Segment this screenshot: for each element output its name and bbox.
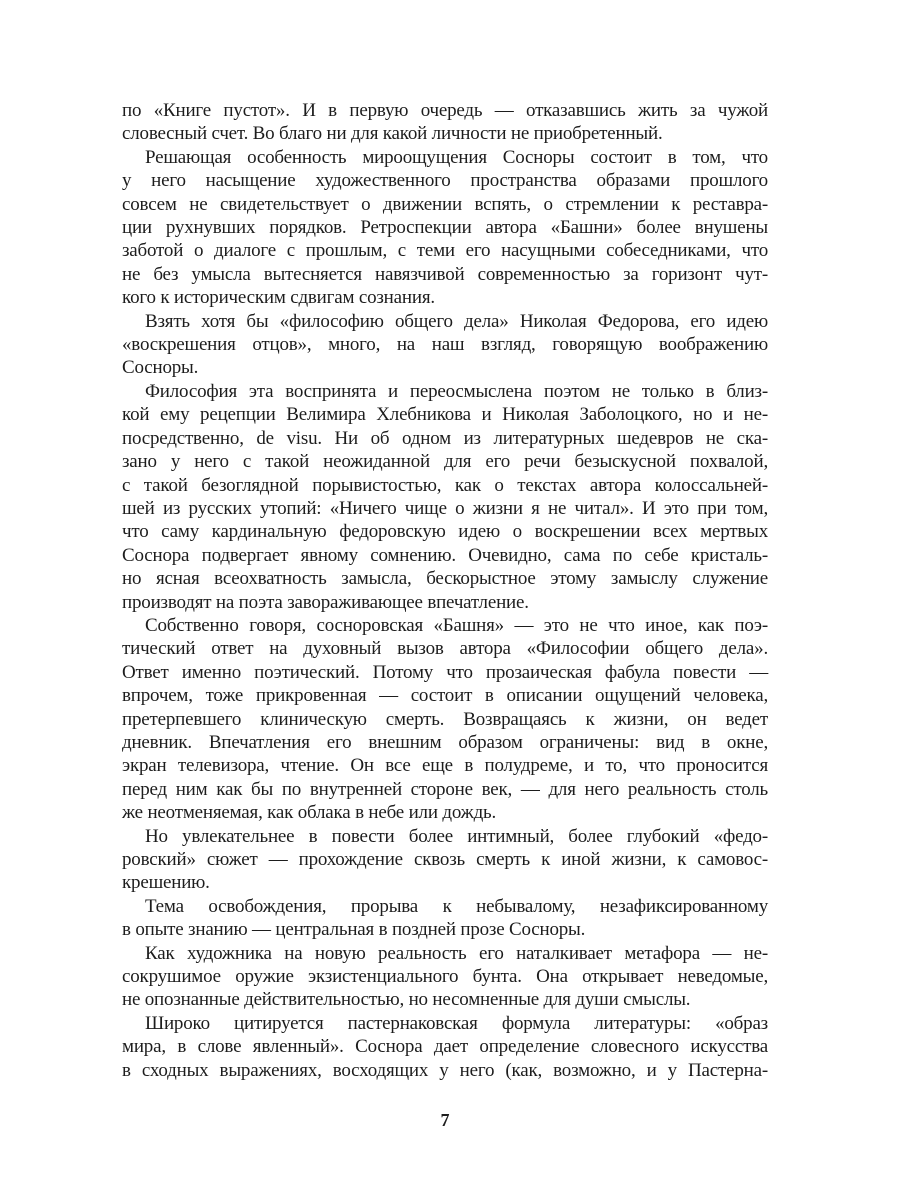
text-line: Широко цитируется пастернаковская формула литературы: «образ <box>145 1012 768 1034</box>
text-line: перед ним как бы по внутренней стороне век, — для него реальность столь <box>122 778 768 800</box>
paragraph <box>122 99 768 146</box>
text-line: впрочем, тоже прикровенная — состоит в описании ощущений человека, <box>122 685 768 707</box>
text-line: «воскрешения отцов», много, на наш взгляд, говорящую воображению <box>122 334 768 356</box>
text-line: Философия эта воспринята и переосмыслена поэтом не только в близ- <box>145 380 768 402</box>
text-line: шей из русских утопий: «Ничего чище о жизни я не читал». И это при том, <box>122 497 768 519</box>
text-line: производят на поэта завораживающее впечатление. <box>122 591 529 613</box>
text-line: кого к историческим сдвигам сознания. <box>122 287 435 309</box>
text-line: кой ему рецепции Велимира Хлебникова и Николая Заболоцкого, но и не- <box>122 404 768 426</box>
text-line: претерпевшего клиническую смерть. Возвращаясь к жизни, он ведет <box>122 708 768 730</box>
paragraph <box>122 310 768 380</box>
text-line: крешению. <box>122 872 210 894</box>
paragraph <box>122 614 768 825</box>
page-number: 7 <box>440 1110 450 1130</box>
text-line: Ответ именно поэтический. Потому что прозаическая фабула повести — <box>122 661 768 683</box>
text-line: заботой о диалоге с прошлым, с теми его насущными собеседниками, что <box>122 240 768 262</box>
text-line: словесный счет. Во благо ни для какой личности не приобретенный. <box>122 123 663 145</box>
text-line: Сосноры. <box>122 357 199 379</box>
text-line: но ясная всеохватность замысла, бескорыстное этому замыслу служение <box>122 568 768 590</box>
text-line: Собственно говоря, сосноровская «Башня» — это не что иное, как поэ- <box>145 614 768 636</box>
text-line: же неотменяемая, как облака в небе или дождь. <box>122 802 497 824</box>
text-line: не без умысла вытесняется навязчивой современностью за горизонт чут- <box>122 263 768 285</box>
text-line: в сходных выражениях, восходящих у него (как, возможно, и у Пастерна- <box>122 1059 768 1081</box>
text-line: зано у него с такой неожиданной для его речи безыскусной похвалой, <box>122 451 768 473</box>
paragraph <box>122 1012 768 1082</box>
text-line: дневник. Впечатления его внешним образом ограничены: вид в окне, <box>122 731 768 753</box>
paragraph <box>122 895 768 942</box>
text-line: у него насыщение художественного пространства образами прошлого <box>122 170 768 192</box>
paragraph <box>122 146 768 310</box>
text-line: в опыте знанию — центральная в поздней прозе Сосноры. <box>122 919 586 941</box>
paragraph <box>122 380 768 614</box>
text-line: Соснора подвергает явному сомнению. Очевидно, сама по себе кристаль- <box>122 544 768 566</box>
text-line: совсем не свидетельствует о движении вспять, о стремлении к реставра- <box>122 193 768 215</box>
text-line: мира, в слове явленный». Соснора дает определение словесного искусства <box>122 1036 768 1058</box>
text-line: ровский» сюжет — прохождение сквозь смерть к иной жизни, к самовос- <box>122 849 768 870</box>
text-line: по «Книге пустот». И в первую очередь — отказавшись жить за чужой <box>122 100 768 121</box>
text-line: с такой безоглядной порывистостью, как о текстах автора колоссальней- <box>122 474 768 496</box>
text-line: ции рухнувших порядков. Ретроспекции автора «Башни» более внушены <box>122 217 768 239</box>
text-line: тический ответ на духовный вызов автора «Философии общего дела». <box>122 638 768 660</box>
text-line: Взять хотя бы «философию общего дела» Николая Федорова, его идею <box>145 310 768 332</box>
text-line: Решающая особенность мироощущения Сосноры состоит в том, что <box>145 146 768 168</box>
text-line: что саму кардинальную федоровскую идею о воскрешении всех мертвых <box>122 521 768 543</box>
paragraph <box>122 942 768 1012</box>
text-line: Тема освобождения, прорыва к небывалому, незафиксированному <box>145 895 768 917</box>
text-line: сокрушимое оружие экзистенциального бунта. Она открывает неведомые, <box>122 966 768 988</box>
text-line: экран телевизора, чтение. Он все еще в полудреме, и то, что проносится <box>122 755 768 777</box>
text-line: не опознанные действительностью, но несомненные для души смыслы. <box>122 989 691 1011</box>
text-line: Как художника на новую реальность его наталкивает метафора — не- <box>145 942 768 964</box>
text-line: посредственно, de visu. Ни об одном из литературных шедевров не ска- <box>122 427 768 449</box>
text-line: Но увлекательнее в повести более интимный, более глубокий «федо- <box>145 825 768 847</box>
text-block <box>122 99 768 1082</box>
paragraph <box>122 825 768 895</box>
